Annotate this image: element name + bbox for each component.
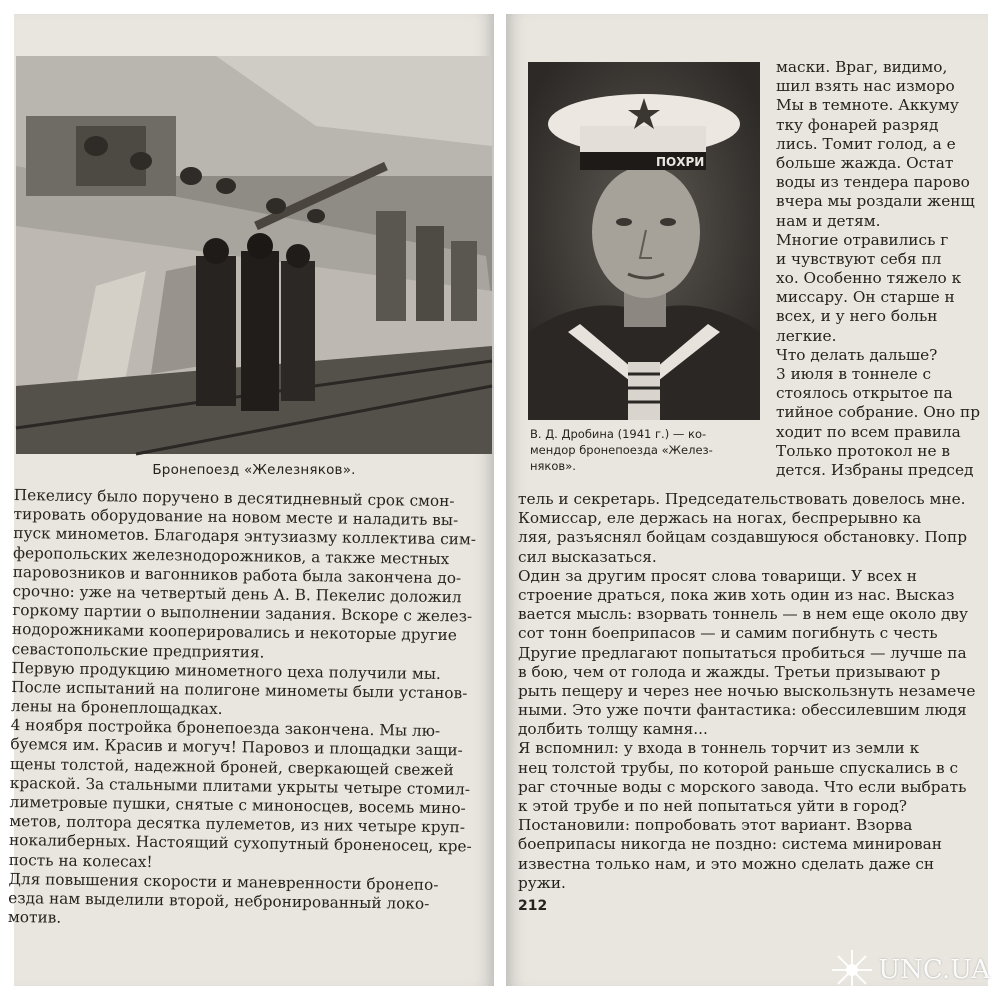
text-line: известна только нам, и это можно сделать даже сн (518, 854, 935, 873)
text-line: 4 ноября постройка бронепоезда закончена. Мы лю- (10, 716, 441, 741)
portrait-caption-line: няков». (530, 459, 576, 473)
text-line: Пекелису было поручено в десятидневный срок смон- (13, 486, 455, 511)
text-line: воды из тендера парово (776, 173, 970, 192)
text-line: тировать оборудование на новом месте и наладить вы- (13, 505, 459, 530)
text-line: Мы в темноте. Аккуму (776, 96, 959, 115)
site-watermark (830, 948, 990, 992)
text-line: сот тонн боеприпасов — и самим погибнуть с честь (518, 624, 938, 643)
armored-train-photo (16, 56, 492, 454)
text-line: стоялось открытое па (776, 384, 953, 403)
text-line: Один за другим просят слова товарищи. У всех н (518, 566, 917, 585)
text-line: севастопольские предприятия. (11, 639, 265, 662)
text-line: Постановили: попробовать этот вариант. Взорва (518, 816, 913, 835)
text-line: горкому партии о выполнении задания. Вскоре с желез- (12, 601, 473, 626)
text-line: ляя, разъяснял бойцам создавшуюся обстановку. Попр (518, 528, 968, 547)
text-line: езда нам выделили второй, небронированный локо- (8, 888, 430, 913)
text-line: к этой трубе и по ней попытаться уйти в город? (518, 797, 907, 815)
text-line: и чувствуют себя пл (776, 249, 942, 268)
text-line: нец толстой трубы, по которой раньше спускались в с (518, 758, 959, 777)
text-line: Многие отравились г (776, 230, 949, 249)
text-line: лись. Томит голод, а е (776, 134, 956, 153)
text-line: нодорожниками кооперировались и некоторые другие (11, 620, 457, 645)
text-line: больше жажда. Остат (776, 153, 954, 172)
text-line: дется. Избраны председ (776, 460, 974, 479)
text-line: краской. За стальными плитами укрыты четыре стомил- (9, 773, 471, 799)
text-line: нам и детям. (776, 211, 881, 230)
sunburst-logo-icon (830, 948, 874, 992)
text-line: феропольских железнодорожников, а также местных (12, 543, 450, 568)
text-line: срочно: уже на четвертый день А. В. Пекелис доложил (12, 581, 462, 607)
text-line: тку фонарей разряд (776, 115, 939, 134)
text-line: Только протокол не в (776, 441, 951, 460)
text-line: пуск минометов. Благодаря энтузиазму коллектива сим- (13, 524, 477, 549)
text-line: боеприпасы никогда не поздно: система минирован (518, 835, 942, 854)
right-column-text (776, 58, 988, 480)
portrait-caption-line: В. Д. Дробина (1941 г.) — ко- (530, 427, 707, 441)
cap-ribbon-text: ПОХРИ (656, 155, 705, 169)
text-line: долбить толщу камня... (518, 720, 708, 739)
text-line: рыть пещеру и через нее ночью выскользнуть незамече (518, 681, 976, 700)
text-line: нокалиберных. Настоящий сухопутный броненосец, кре- (8, 831, 472, 856)
text-line: строение драться, пока жив хоть один из нас. Высказ (518, 585, 955, 604)
text-line: сил высказаться. (518, 547, 657, 566)
portrait-caption-line: мендор бронепоезда «Желез- (530, 443, 713, 457)
left-page (7, 14, 494, 986)
text-line: легкие. (776, 326, 837, 345)
text-line: ружи. (518, 873, 566, 892)
text-line: щены толстой, надежной броней, сверкающей свежей (9, 754, 454, 779)
text-line: тель и секретарь. Председательствовать довелось мне. (518, 490, 966, 508)
watermark-text: UNC.UA (878, 955, 990, 985)
text-line: мотив. (7, 908, 62, 927)
text-line: Я вспомнил: у входа в тоннель торчит из земли к (518, 739, 920, 758)
text-line: пость на колесах! (8, 850, 153, 871)
text-line: Комиссар, еле держась на ногах, беспрерывно ка (518, 509, 922, 528)
text-line: Для повышения скорости и маневренности бронепо- (8, 869, 439, 894)
text-line: Первую продукцию минометного цеха получили мы. (11, 658, 441, 683)
text-line: лиметровые пушки, снятые с миноносцев, восемь мино- (9, 792, 466, 818)
text-line: ными. Это уже почти фантастика: обессилевшим людя (518, 701, 967, 720)
portrait-photo-caption (530, 426, 770, 474)
text-line: в бою, чем от голода и жажды. Третьи призывают р (518, 662, 941, 681)
text-line: всех, и у него больн (776, 307, 938, 326)
text-line: 3 июля в тоннеле с (776, 365, 932, 383)
text-line: После испытаний на полигоне минометы были установ- (11, 677, 468, 703)
text-line: вается мысль: взорвать тоннель — в нем еще около дву (518, 605, 969, 624)
right-page-text (518, 490, 988, 893)
text-line: Что делать дальше? (776, 345, 938, 364)
text-line: паровозников и вагонников работа была закончена до- (12, 562, 462, 588)
text-line: метов, полтора десятка пулеметов, из них четыре круп- (9, 812, 466, 837)
train-photo-caption: Бронепоезд «Железняков». (152, 462, 356, 478)
text-line: хо. Особенно тяжело к (776, 269, 962, 288)
left-page-text (7, 486, 494, 973)
text-line: буемся им. Красив и могуч! Паровоз и площадки защи- (10, 735, 463, 760)
text-line: раг сточные воды с морского завода. Что если выбрать (518, 777, 967, 796)
text-line: шил взять нас изморо (776, 77, 955, 96)
text-line: ходит по всем правила (776, 422, 961, 441)
page-gutter (494, 0, 506, 1000)
text-line: лены на бронеплощадках. (10, 697, 223, 718)
sailor-portrait-photo (528, 62, 760, 420)
text-line: Другие предлагают попытаться пробиться — лучше па (518, 643, 967, 662)
text-line: маски. Враг, видимо, (776, 58, 948, 76)
text-line: тийное собрание. Оно пр (776, 403, 981, 422)
page-number: 212 (518, 898, 548, 914)
right-page (506, 14, 988, 986)
text-line: миссару. Он старше н (776, 288, 955, 307)
text-line: вчера мы роздали женщ (776, 192, 975, 211)
